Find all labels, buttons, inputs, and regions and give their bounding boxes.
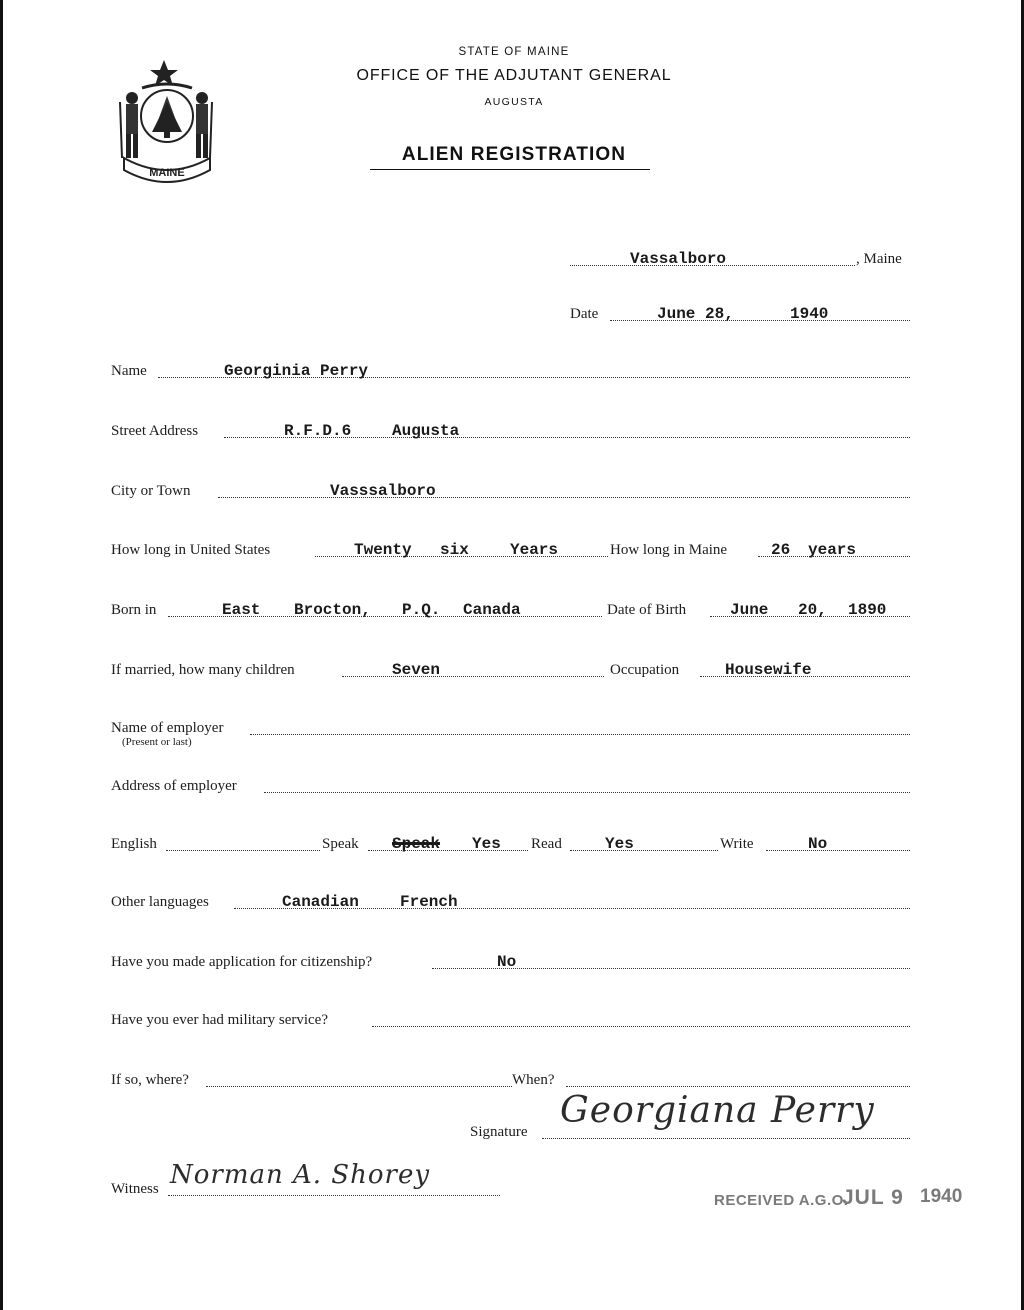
occupation-value: Housewife xyxy=(725,661,812,679)
dob-year: 1890 xyxy=(848,601,887,619)
witness-line xyxy=(168,1195,500,1196)
date-year: 1940 xyxy=(790,305,829,323)
witness-label: Witness xyxy=(111,1181,159,1197)
received-stamp-year: 1940 xyxy=(920,1186,963,1207)
where-label: If so, where? xyxy=(111,1072,189,1088)
how-long-us-value-3: Years xyxy=(510,541,559,559)
dob-label: Date of Birth xyxy=(607,602,687,618)
born-in-value-3: P.Q. xyxy=(402,601,441,619)
write-value: No xyxy=(808,835,828,853)
children-value: Seven xyxy=(392,661,441,679)
when-label: When? xyxy=(512,1072,555,1088)
employer-label: Name of employer xyxy=(111,720,224,736)
how-long-maine-value-1: 26 xyxy=(771,541,791,559)
date-row xyxy=(0,303,1024,325)
languages-label: Other languages xyxy=(111,894,209,910)
how-long-us-label: How long in United States xyxy=(111,542,271,558)
signature-label: Signature xyxy=(470,1124,528,1140)
street-label: Street Address xyxy=(111,423,199,439)
town-row xyxy=(0,248,1024,270)
street-value-rfd: R.F.D.6 xyxy=(284,422,352,440)
read-line xyxy=(570,850,718,851)
military-row xyxy=(0,1009,1024,1031)
employer-address-label: Address of employer xyxy=(111,778,237,794)
date-line xyxy=(610,320,910,321)
born-in-label: Born in xyxy=(111,602,157,618)
name-label: Name xyxy=(111,363,147,379)
date-label: Date xyxy=(570,306,599,322)
city-label: City or Town xyxy=(111,483,191,499)
witness-handwriting: Norman A. Shorey xyxy=(170,1160,431,1190)
residence-row xyxy=(0,539,1024,561)
military-label: Have you ever had military service? xyxy=(111,1012,328,1028)
english-label: English xyxy=(111,836,157,852)
dob-day: 20, xyxy=(798,601,827,619)
english-row xyxy=(0,833,1024,855)
how-long-maine-value-2: years xyxy=(808,541,857,559)
seal-text: MAINE xyxy=(149,167,185,179)
military-line xyxy=(372,1026,910,1027)
town-state-label: , Maine xyxy=(856,251,902,267)
citizenship-value: No xyxy=(497,953,517,971)
how-long-maine-label: How long in Maine xyxy=(610,542,728,558)
signature-line xyxy=(542,1138,910,1139)
dob-month: June xyxy=(730,601,769,619)
received-stamp-date: JUL 9 xyxy=(842,1186,904,1209)
how-long-us-value-2: six xyxy=(440,541,469,559)
title-underline xyxy=(370,169,650,170)
read-label: Read xyxy=(531,836,562,852)
name-value: Georginia Perry xyxy=(224,362,369,380)
languages-value-2: French xyxy=(400,893,458,911)
employer-line xyxy=(250,734,910,735)
children-line xyxy=(342,676,604,677)
occupation-label: Occupation xyxy=(610,662,680,678)
read-value: Yes xyxy=(605,835,634,853)
street-row xyxy=(0,420,1024,442)
write-label: Write xyxy=(720,836,754,852)
born-in-value-2: Brocton, xyxy=(294,601,371,619)
city-line xyxy=(218,497,910,498)
speak-struck-word: Speak xyxy=(392,835,441,853)
city-row xyxy=(0,480,1024,502)
citizenship-row xyxy=(0,951,1024,973)
birth-row xyxy=(0,599,1024,621)
speak-value: Yes xyxy=(472,835,501,853)
born-in-value-4: Canada xyxy=(463,601,521,619)
write-line xyxy=(766,850,910,851)
form-title: ALIEN REGISTRATION xyxy=(401,144,627,165)
children-label: If married, how many children xyxy=(111,662,295,678)
city-value: Vasssalboro xyxy=(330,482,436,500)
how-long-us-value-1: Twenty xyxy=(354,541,412,559)
street-value-town: Augusta xyxy=(392,422,460,440)
citizenship-label: Have you made application for citizenship? xyxy=(111,954,373,970)
english-line xyxy=(166,850,320,851)
signature-handwriting: Georgiana Perry xyxy=(560,1090,875,1131)
name-row xyxy=(0,360,1024,382)
employer-address-line xyxy=(264,792,910,793)
town-value: Vassalboro xyxy=(630,250,727,268)
received-stamp-text: RECEIVED A.G.O. xyxy=(714,1192,849,1209)
header-city: AUGUSTA xyxy=(484,96,544,108)
languages-value-1: Canadian xyxy=(282,893,359,911)
header-state: STATE OF MAINE xyxy=(458,46,570,58)
header-office: OFFICE OF THE ADJUTANT GENERAL xyxy=(356,67,672,84)
employer-address-row xyxy=(0,775,1024,797)
born-in-value-1: East xyxy=(222,601,261,619)
date-month-day: June 28, xyxy=(657,305,734,323)
children-row xyxy=(0,659,1024,681)
languages-row xyxy=(0,891,1024,913)
when-line xyxy=(566,1086,910,1087)
left-scan-border xyxy=(0,0,3,1310)
where-when-row xyxy=(0,1069,1024,1091)
employer-sublabel: (Present or last) xyxy=(122,736,192,748)
where-line xyxy=(206,1086,512,1087)
speak-label: Speak xyxy=(322,836,359,852)
